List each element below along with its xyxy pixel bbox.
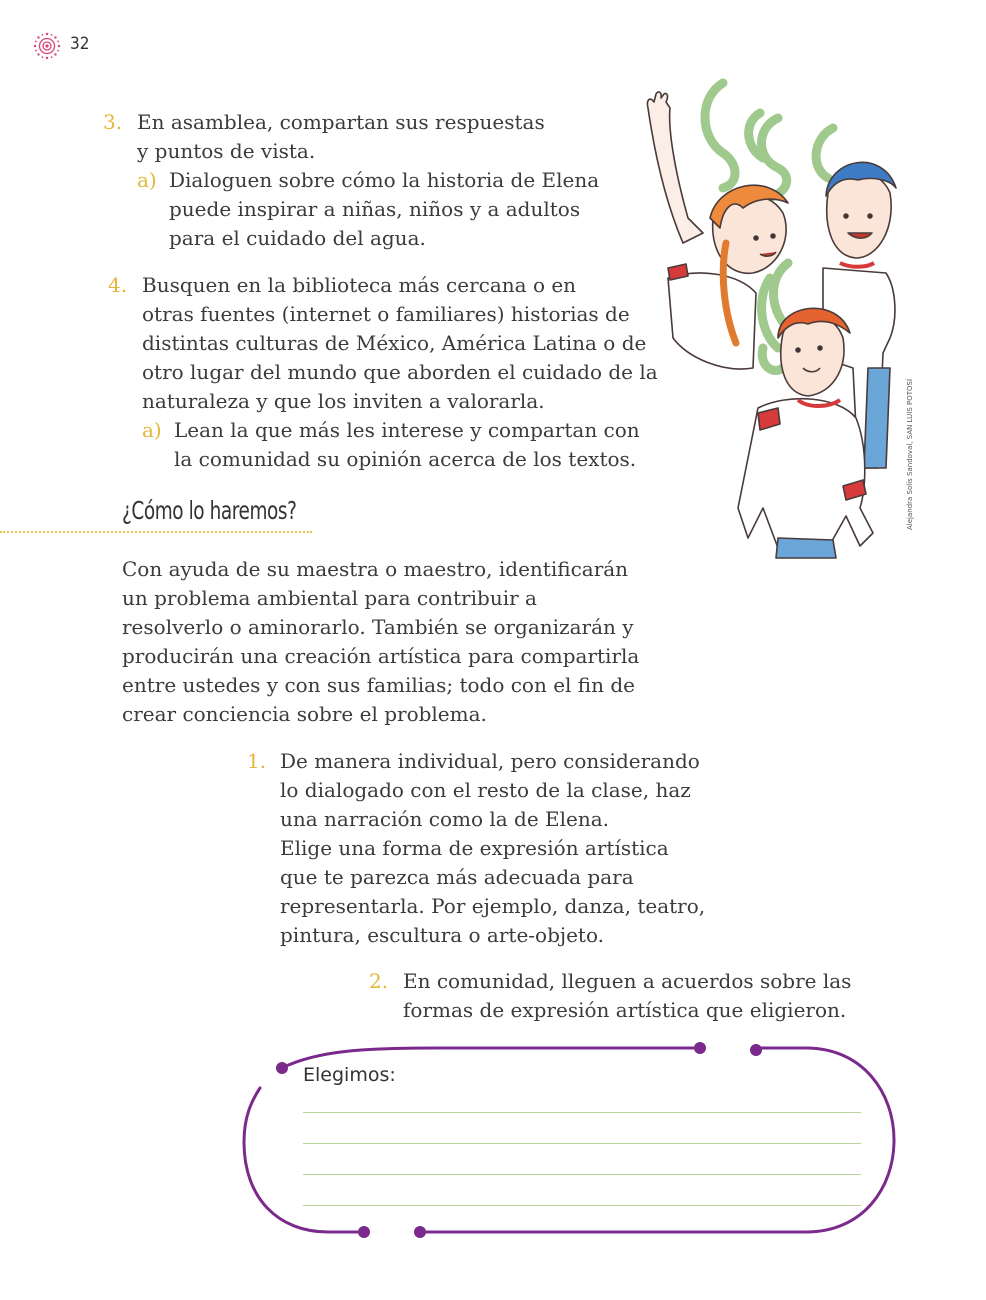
intro-line: un problema ambiental para contribuir a (122, 586, 537, 610)
step-2-line: formas de expresión artística que eligieron. (403, 998, 847, 1022)
illustration-credit-text: Alejandra Solís Sandoval, SAN LUIS POTOSÍ (906, 378, 914, 530)
illustration-credit (906, 380, 920, 530)
item-3-line: y puntos de vista. (137, 139, 316, 163)
answer-box-label: Elegimos: (303, 1064, 396, 1086)
intro-line: crear conciencia sobre el problema. (122, 702, 487, 726)
step-1-line: lo dialogado con el resto de la clase, haz (280, 778, 691, 802)
answer-line[interactable] (303, 1143, 861, 1144)
item-3-number: 3. (103, 110, 123, 134)
step-1-line: que te parezca más adecuada para (280, 865, 634, 889)
step-1 (247, 747, 727, 950)
intro-line: resolverlo o aminorarlo. También se organizarán y (122, 615, 634, 639)
children-illustration (628, 68, 913, 580)
item-4-line: naturaleza y que los inviten a valorarla. (142, 389, 545, 413)
item-4a-line: Lean la que más les interese y compartan con (174, 418, 640, 442)
item-3a-line: Dialoguen sobre cómo la historia de Elena (169, 168, 600, 192)
answer-line[interactable] (303, 1205, 861, 1206)
answer-line[interactable] (303, 1112, 861, 1113)
item-3a-line: para el cuidado del agua. (169, 226, 426, 250)
step-1-line: De manera individual, pero considerando (280, 749, 700, 773)
page-number: 32 (70, 34, 90, 54)
answer-line[interactable] (303, 1174, 861, 1175)
intro-line: Con ayuda de su maestra o maestro, identificarán (122, 557, 629, 581)
item-4-line: otras fuentes (internet o familiares) historias de (142, 302, 630, 326)
item-3a-label: a) (137, 168, 157, 192)
step-1-line: Elige una forma de expresión artística (280, 836, 669, 860)
section-heading: ¿Cómo lo haremos? (122, 496, 297, 525)
step-2 (369, 967, 869, 1025)
item-3 (103, 108, 643, 253)
step-2-line: En comunidad, lleguen a acuerdos sobre las (403, 969, 852, 993)
step-2-number: 2. (369, 969, 389, 993)
step-1-line: representarla. Por ejemplo, danza, teatro, (280, 894, 706, 918)
intro-line: producirán una creación artística para compartirla (122, 644, 640, 668)
item-4a-line: la comunidad su opinión acerca de los textos. (174, 447, 637, 471)
heading-underline (0, 531, 312, 533)
item-3a-line: puede inspirar a niñas, niños y a adultos (169, 197, 581, 221)
item-4-line: Busquen en la biblioteca más cercana o en (142, 273, 577, 297)
item-4 (108, 271, 668, 474)
intro-line: entre ustedes y con sus familias; todo con el fin de (122, 673, 636, 697)
item-4-line: otro lugar del mundo que aborden el cuidado de la (142, 360, 658, 384)
sun-circle-icon (32, 31, 62, 61)
step-1-number: 1. (247, 749, 267, 773)
item-3-line: En asamblea, compartan sus respuestas (137, 110, 545, 134)
item-4-line: distintas culturas de México, América Latina o de (142, 331, 647, 355)
item-4a-label: a) (142, 418, 162, 442)
step-1-line: pintura, escultura o arte-objeto. (280, 923, 605, 947)
item-4-number: 4. (108, 273, 128, 297)
intro-paragraph (122, 555, 682, 729)
step-1-line: una narración como la de Elena. (280, 807, 610, 831)
